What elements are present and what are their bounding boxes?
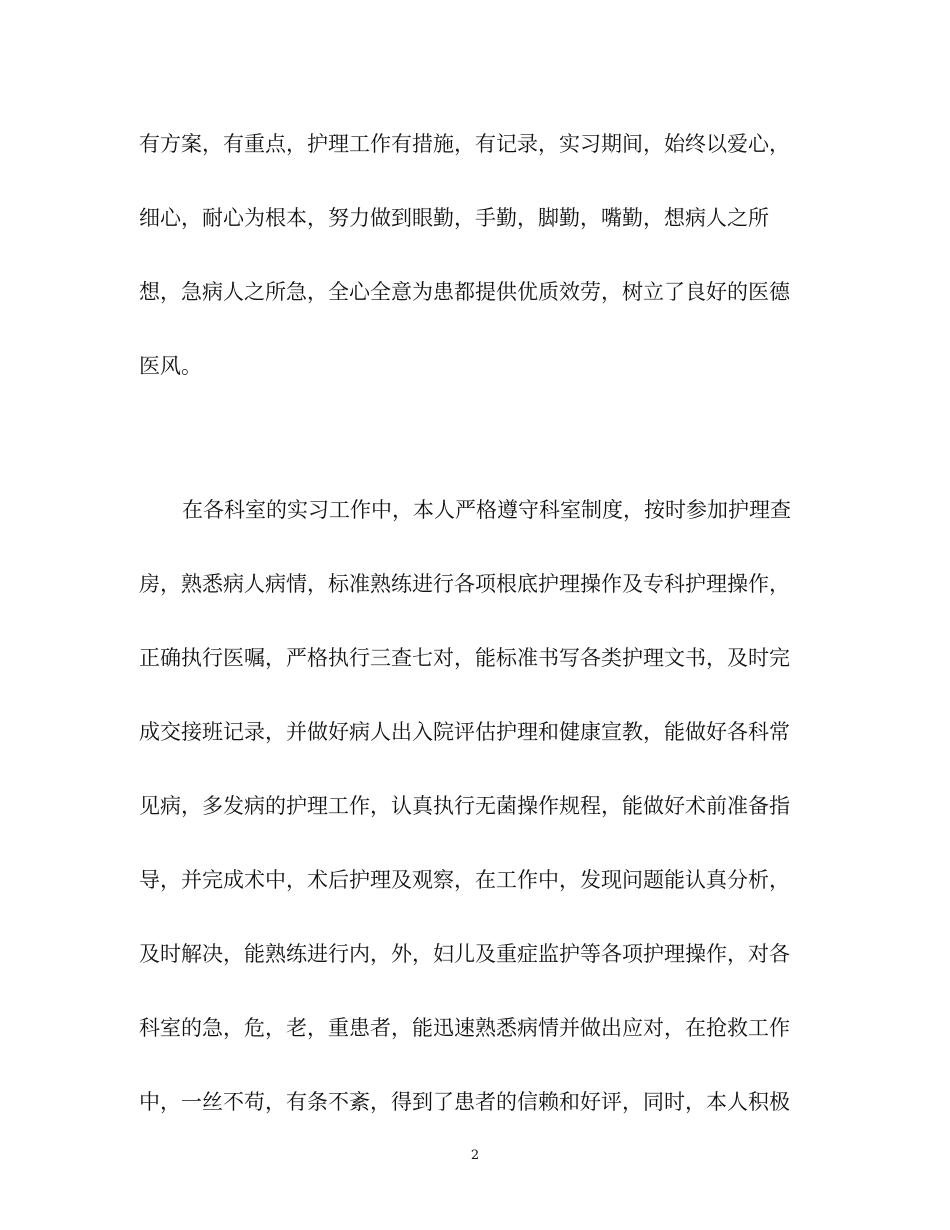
paragraph-1-line-1: 有方案，有重点，护理工作有措施，有记录，实习期间，始终以爱心， — [139, 132, 790, 156]
paragraph-1-line-3: 想，急病人之所急，全心全意为患都提供优质效劳，树立了良好的医德 — [139, 280, 790, 304]
paragraph-1-line-2: 细心，耐心为根本，努力做到眼勤，手勤，脚勤，嘴勤，想病人之所 — [139, 206, 769, 230]
paragraph-1-line-4: 医风。 — [139, 354, 202, 378]
paragraph-2-line-4: 成交接班记录，并做好病人出入院评估护理和健康宣教，能做好各科常 — [139, 720, 790, 744]
paragraph-2-line-3: 正确执行医嘱，严格执行三查七对，能标准书写各类护理文书，及时完 — [139, 646, 790, 670]
paragraph-2-line-2: 房，熟悉病人病情，标准熟练进行各项根底护理操作及专科护理操作， — [139, 572, 790, 596]
paragraph-2-line-7: 及时解决，能熟练进行内，外，妇儿及重症监护等各项护理操作，对各 — [139, 942, 790, 966]
paragraph-2-line-5: 见病，多发病的护理工作，认真执行无菌操作规程，能做好术前准备指 — [139, 794, 790, 818]
paragraph-2-line-6: 导，并完成术中，术后护理及观察，在工作中，发现问题能认真分析， — [139, 868, 790, 892]
page-number: 2 — [470, 1148, 480, 1163]
paragraph-2-line-8: 科室的急，危，老，重患者，能迅速熟悉病情并做出应对，在抢救工作 — [139, 1016, 790, 1040]
paragraph-2-line-9: 中，一丝不苟，有条不紊，得到了患者的信赖和好评，同时，本人积极 — [139, 1090, 790, 1114]
paragraph-2-line-1: 在各科室的实习工作中，本人严格遵守科室制度，按时参加护理查 — [182, 498, 791, 522]
